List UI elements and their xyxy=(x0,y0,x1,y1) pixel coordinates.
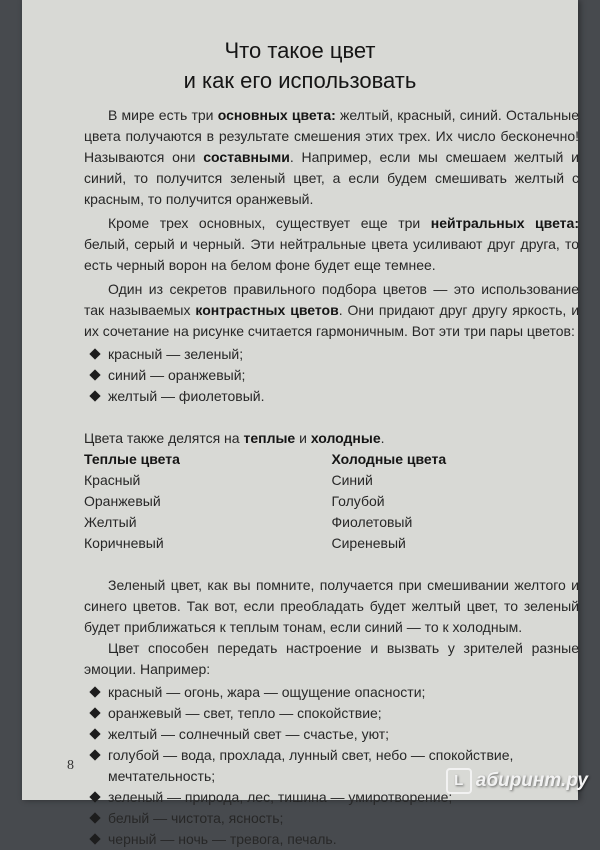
list-item xyxy=(84,808,579,829)
title-line-2: и как его использовать xyxy=(22,66,578,96)
cold-color-item: Сиреневый xyxy=(332,533,580,554)
title-line-1: Что такое цвет xyxy=(22,36,578,66)
diamond-bullet-icon xyxy=(89,686,100,697)
list-item-text: синий — оранжевый; xyxy=(108,367,245,383)
term-contrast-colors: контрастных цветов xyxy=(195,302,338,318)
cold-color-item: Голубой xyxy=(332,491,580,512)
spacer xyxy=(84,554,579,575)
text-span: . xyxy=(381,430,385,446)
paragraph-neutral-colors xyxy=(84,213,579,276)
list-item-text: красный — огонь, жара — ощущение опасности; xyxy=(108,684,425,700)
paragraph-green-mix: Зеленый цвет, как вы помните, получается при смешивании желтого и синего цветов. Так вот, если преобладать будет желтый цвет, то зеленый будет приближаться к теплым тонам, если синий — то к холодным. xyxy=(84,575,579,638)
diamond-bullet-icon xyxy=(89,390,100,401)
list-item-text: белый — чистота, ясность; xyxy=(108,810,283,826)
list-item-text: черный — ночь — тревога, печаль. xyxy=(108,831,337,847)
list-item xyxy=(84,365,579,386)
list-item xyxy=(84,682,579,703)
body-text xyxy=(84,105,579,850)
text-span: Цвета также делятся на xyxy=(84,430,243,446)
warm-color-item: Оранжевый xyxy=(84,491,332,512)
warm-color-item: Красный xyxy=(84,470,332,491)
list-item xyxy=(84,344,579,365)
text-span: . Например, если мы смешаем желтый и синий, то получится зеленый цвет, а если будем смешивать желтый с красным, то получится оранжевый. xyxy=(84,149,579,207)
paragraph-contrast-colors xyxy=(84,279,579,342)
text-span: Один из секретов правильного подбора цветов — это использование так называемых xyxy=(84,281,579,318)
list-item-text: голубой — вода, прохлада, лунный свет, небо — спокойствие, мечтательность; xyxy=(108,747,513,784)
diamond-bullet-icon xyxy=(89,812,100,823)
text-span: Кроме трех основных, существует еще три xyxy=(108,215,431,231)
list-item xyxy=(84,703,579,724)
cold-colors-column xyxy=(332,449,580,554)
list-item-text: оранжевый — свет, тепло — спокойствие; xyxy=(108,705,382,721)
warm-cold-columns xyxy=(84,449,579,554)
labirint-logo-icon: L xyxy=(446,768,472,794)
page-number: 8 xyxy=(67,758,74,774)
warm-color-item: Коричневый xyxy=(84,533,332,554)
list-item xyxy=(84,829,579,850)
warm-color-item: Желтый xyxy=(84,512,332,533)
text-span: желтый, красный, синий. Остальные цвета получаются в результате смешения этих трех. Их число бесконечно! Называются они xyxy=(84,107,579,165)
book-page xyxy=(22,0,578,800)
diamond-bullet-icon xyxy=(89,833,100,844)
watermark-text: абиринт.ру xyxy=(476,770,588,792)
diamond-bullet-icon xyxy=(89,369,100,380)
term-cold: холодные xyxy=(311,430,381,446)
spacer xyxy=(84,407,579,428)
cold-color-item: Фиолетовый xyxy=(332,512,580,533)
warm-colors-column xyxy=(84,449,332,554)
text-span: белый, серый и черный. Эти нейтральные цвета усиливают друг друга, то есть черный ворон на белом фоне будет еще темнее. xyxy=(84,236,579,273)
diamond-bullet-icon xyxy=(89,728,100,739)
list-item-text: желтый — солнечный свет — счастье, уют; xyxy=(108,726,389,742)
page-title xyxy=(22,36,578,96)
text-span: . Они придают друг другу яркость, и их сочетание на рисунке считается гармоничным. Вот эти три пары цветов: xyxy=(84,302,579,339)
warm-colors-header: Теплые цвета xyxy=(84,449,332,470)
term-warm: теплые xyxy=(243,430,295,446)
cold-colors-header: Холодные цвета xyxy=(332,449,580,470)
diamond-bullet-icon xyxy=(89,791,100,802)
term-neutral-colors: нейтральных цвета: xyxy=(431,215,579,231)
list-item-text: зеленый — природа, лес, тишина — умиротворение; xyxy=(108,789,452,805)
paragraph-primary-colors xyxy=(84,105,579,210)
cold-color-item: Синий xyxy=(332,470,580,491)
diamond-bullet-icon xyxy=(89,707,100,718)
text-span: В мире есть три xyxy=(108,107,218,123)
list-item xyxy=(84,724,579,745)
term-primary-colors: основных цвета: xyxy=(218,107,336,123)
diamond-bullet-icon xyxy=(89,749,100,760)
term-composite: составными xyxy=(203,149,290,165)
list-item xyxy=(84,386,579,407)
moods-list xyxy=(84,682,579,850)
list-item-text: желтый — фиолетовый. xyxy=(108,388,265,404)
text-span: и xyxy=(295,430,311,446)
list-item-text: красный — зеленый; xyxy=(108,346,243,362)
contrast-pairs-list xyxy=(84,344,579,407)
diamond-bullet-icon xyxy=(89,348,100,359)
watermark xyxy=(446,768,588,794)
paragraph-warm-cold xyxy=(84,428,579,449)
paragraph-mood-intro: Цвет способен передать настроение и вызвать у зрителей разные эмоции. Например: xyxy=(84,638,579,680)
